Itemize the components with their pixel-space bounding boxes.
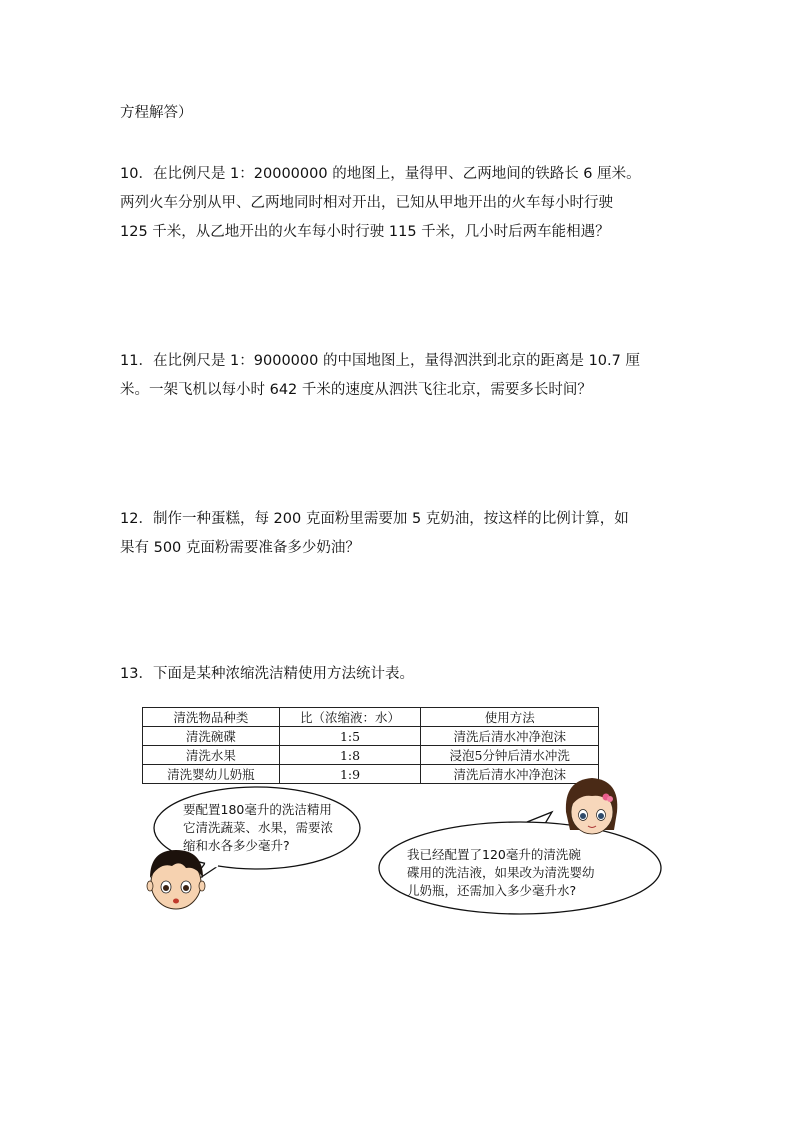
girl-bubble-text: 我已经配置了120毫升的清洗碗 碟用的洗洁液，如果改为清洗婴幼 儿奶瓶，还需加入多少毫升水?: [407, 847, 595, 898]
question-11: 11．在比例尺是 1：9000000 的中国地图上，量得泗洪到北京的距离是 10.7 厘 米。一架飞机以每小时 642 千米的速度从泗洪飞往北京，需要多长时间？: [120, 353, 640, 398]
question-13-intro: 13．下面是某种浓缩洗洁精使用方法统计表。: [120, 666, 414, 682]
continuation-text: 方程解答）: [120, 105, 193, 121]
table-cell: 1:8: [279, 746, 421, 765]
question-12: 12．制作一种蛋糕，每 200 克面粉里需要加 5 克奶油，按这样的比例计算，如 果有 500 克面粉需要准备多少奶油？: [120, 511, 629, 556]
question-10: 10．在比例尺是 1：20000000 的地图上，量得甲、乙两地间的铁路长 6 厘米。 两列火车分别从甲、乙两地同时相对开出，已知从甲地开出的火车每小时行驶 125 千米，从乙地开出的火车每小时行驶 115 千米，几小时后两车能相遇？: [120, 166, 641, 240]
boy-avatar-icon: [147, 850, 205, 909]
table-header: 清洗物品种类: [143, 708, 280, 727]
table-cell: 1:9: [279, 765, 421, 784]
table-cell: 1:5: [279, 727, 421, 746]
girl-avatar-icon: [566, 778, 617, 834]
table-cell: 清洗碗碟: [143, 727, 280, 746]
table-header: 比（浓缩液：水）: [279, 708, 421, 727]
table-cell: 清洗水果: [143, 746, 280, 765]
table-header: 使用方法: [421, 708, 599, 727]
boy-bubble-text: 要配置180毫升的洗洁精用 它清洗蔬菜、水果，需要浓 缩和水各多少毫升?: [183, 802, 334, 853]
table-cell: 浸泡5分钟后清水冲洗: [421, 746, 599, 765]
table-cell: 清洗后清水冲净泡沫: [421, 727, 599, 746]
table-cell: 清洗后清水冲净泡沫: [421, 765, 599, 784]
table-cell: 清洗婴幼儿奶瓶: [143, 765, 280, 784]
